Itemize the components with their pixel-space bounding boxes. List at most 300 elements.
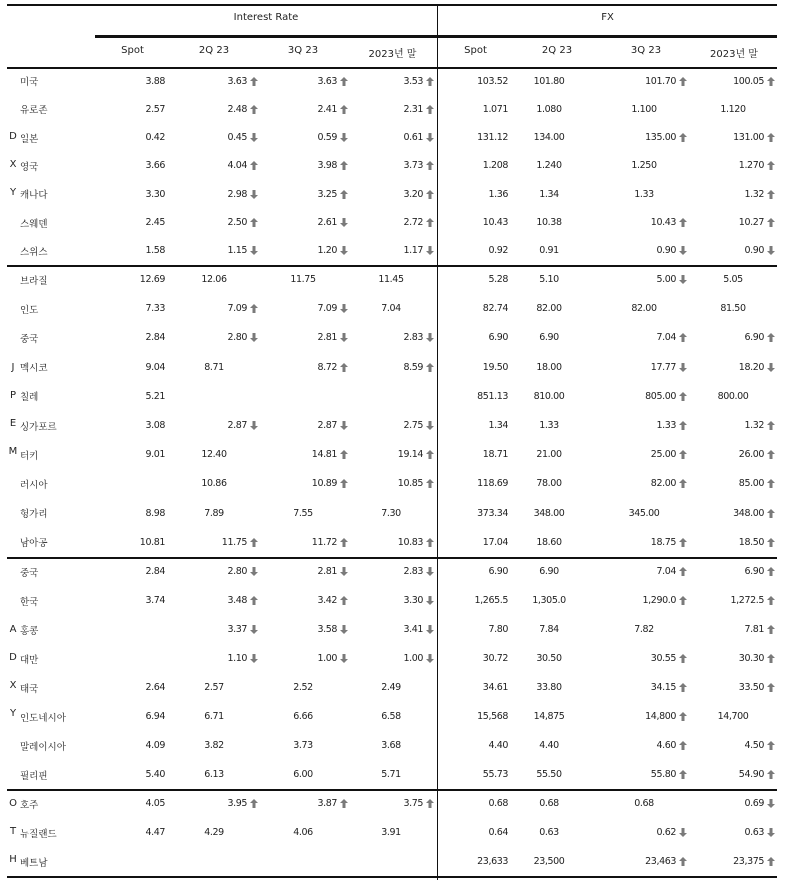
country-name: 한국 xyxy=(20,596,39,608)
ir-cell-0 xyxy=(95,644,165,673)
cell-value: 2.81 xyxy=(317,566,337,577)
cell-value: 7.82 xyxy=(634,624,654,635)
ir-cell-1 xyxy=(170,760,258,789)
arrow-down-icon xyxy=(340,218,348,227)
fx-cell-0 xyxy=(438,323,508,352)
cell-value: 1.15 xyxy=(227,245,247,257)
ir-cell-3 xyxy=(348,673,434,702)
arrow-down-icon xyxy=(250,421,258,430)
cell-value: 14.81 xyxy=(311,449,337,461)
fx-cell-2 xyxy=(601,440,687,469)
arrow-down-icon xyxy=(340,333,348,342)
fx-cell-1 xyxy=(513,760,585,789)
fx-cell-2 xyxy=(601,499,687,528)
fx-cell-3 xyxy=(691,644,775,673)
arrow-down-icon xyxy=(250,333,258,342)
cell-value: 4.60 xyxy=(656,740,676,751)
cell-value: 18.00 xyxy=(536,361,562,373)
arrow-up-icon xyxy=(250,105,258,114)
ir-cell-3 xyxy=(348,124,434,152)
cell-value: 23,633 xyxy=(477,856,508,867)
arrow-down-icon xyxy=(679,363,687,372)
ir-cell-1 xyxy=(170,265,258,294)
cell-value: 100.05 xyxy=(733,75,764,87)
cell-value: 34.61 xyxy=(482,682,508,693)
fx-cell-3 xyxy=(691,265,775,294)
country-name: 미국 xyxy=(20,77,39,89)
cell-value: 5.21 xyxy=(145,390,165,402)
fx-cell-0 xyxy=(438,237,508,265)
cell-value: 14,875 xyxy=(533,711,565,722)
cell-value: 7.89 xyxy=(204,507,224,519)
fx-cell-3 xyxy=(691,180,775,208)
ir-col-spot: Spot xyxy=(121,45,144,56)
cell-value: 0.68 xyxy=(488,798,508,809)
ir-cell-3 xyxy=(348,180,434,208)
cell-value: 5.10 xyxy=(539,274,559,286)
arrow-up-icon xyxy=(679,654,687,663)
fx-cell-3 xyxy=(691,789,775,818)
ir-cell-2 xyxy=(258,499,348,528)
arrow-up-icon xyxy=(679,77,687,86)
country-name: 일본 xyxy=(20,133,39,145)
fx-col-3q23: 3Q 23 xyxy=(630,45,662,56)
arrow-up-icon xyxy=(426,799,434,808)
cell-value: 348.00 xyxy=(733,507,764,519)
fx-cell-1 xyxy=(513,237,585,265)
arrow-up-icon xyxy=(679,218,687,227)
fx-cell-2 xyxy=(601,95,687,123)
country-name: 호주 xyxy=(20,799,39,811)
table-row xyxy=(7,323,777,352)
ir-cell-0 xyxy=(95,702,165,731)
cell-value: 0.61 xyxy=(403,132,423,144)
ir-cell-2 xyxy=(258,644,348,673)
ir-cell-3 xyxy=(348,237,434,265)
cell-value: 1.32 xyxy=(744,188,764,200)
ir-cell-3 xyxy=(348,847,434,876)
cell-value: 8.72 xyxy=(317,361,337,373)
cell-value: 101.70 xyxy=(645,75,676,87)
fx-cell-3 xyxy=(691,702,775,731)
table-row xyxy=(7,557,777,586)
arrow-down-icon xyxy=(250,190,258,199)
ir-cell-2 xyxy=(258,615,348,644)
fx-cell-2 xyxy=(601,469,687,498)
cell-value: 1.100 xyxy=(631,103,657,115)
fx-cell-3 xyxy=(691,294,775,323)
cell-value: 7.33 xyxy=(145,303,165,315)
group-label-letter: A xyxy=(9,624,17,635)
fx-cell-1 xyxy=(513,95,585,123)
ir-cell-0 xyxy=(95,469,165,498)
table-row xyxy=(7,818,777,847)
fx-cell-1 xyxy=(513,644,585,673)
country-name: 스웨덴 xyxy=(20,218,48,230)
ir-cell-2 xyxy=(258,557,348,586)
fx-cell-2 xyxy=(601,528,687,557)
cell-value: 1,272.5 xyxy=(730,595,764,606)
ir-cell-3 xyxy=(348,702,434,731)
cell-value: 54.90 xyxy=(738,769,764,780)
cell-value: 2.83 xyxy=(403,566,423,577)
cell-value: 8.71 xyxy=(204,361,224,373)
top-rule xyxy=(7,4,777,6)
arrow-up-icon xyxy=(340,161,348,170)
arrow-up-icon xyxy=(767,538,775,547)
cell-value: 11.75 xyxy=(290,274,316,286)
country-name: 인도네시아 xyxy=(20,712,66,724)
arrow-up-icon xyxy=(340,450,348,459)
fx-cell-0 xyxy=(438,760,508,789)
cell-value: 1,265.5 xyxy=(474,595,508,606)
country-name: 중국 xyxy=(20,333,39,345)
ir-cell-1 xyxy=(170,469,258,498)
cell-value: 6.13 xyxy=(204,769,224,780)
arrow-up-icon xyxy=(340,77,348,86)
ir-cell-0 xyxy=(95,323,165,352)
cell-value: 348.00 xyxy=(533,507,565,519)
fx-cell-2 xyxy=(601,760,687,789)
fx-cell-2 xyxy=(601,847,687,876)
country-name: 말레이시아 xyxy=(20,741,66,753)
group-label-letter: E xyxy=(9,418,17,429)
cell-value: 7.09 xyxy=(227,303,247,315)
ir-cell-3 xyxy=(348,499,434,528)
cell-value: 1.33 xyxy=(634,188,654,200)
cell-value: 103.52 xyxy=(477,75,508,87)
table-row xyxy=(7,294,777,323)
fx-cell-1 xyxy=(513,673,585,702)
arrow-up-icon xyxy=(767,625,775,634)
fx-cell-3 xyxy=(691,673,775,702)
cell-value: 2.57 xyxy=(204,682,224,693)
cell-value: 14,800 xyxy=(645,711,676,722)
arrow-down-icon xyxy=(340,421,348,430)
fx-cell-2 xyxy=(601,265,687,294)
arrow-up-icon xyxy=(340,190,348,199)
ir-cell-1 xyxy=(170,294,258,323)
cell-value: 2.31 xyxy=(403,103,423,115)
ir-cell-2 xyxy=(258,440,348,469)
fx-cell-2 xyxy=(601,789,687,818)
cell-value: 1.270 xyxy=(738,160,764,172)
fx-cell-2 xyxy=(601,673,687,702)
fx-cell-2 xyxy=(601,180,687,208)
cell-value: 12.40 xyxy=(201,449,227,461)
cell-value: 7.30 xyxy=(381,507,401,519)
country-name: 칠레 xyxy=(20,392,39,404)
cell-value: 2.75 xyxy=(403,420,423,432)
cell-value: 851.13 xyxy=(477,390,508,402)
arrow-down-icon xyxy=(679,246,687,255)
cell-value: 3.41 xyxy=(403,624,423,635)
ir-cell-0 xyxy=(95,847,165,876)
cell-value: 11.45 xyxy=(378,274,404,286)
interest-rate-header: Interest Rate xyxy=(233,12,299,23)
cell-value: 7.81 xyxy=(744,624,764,635)
cell-value: 6.90 xyxy=(744,332,764,344)
ir-cell-1 xyxy=(170,95,258,123)
cell-value: 19.14 xyxy=(397,449,423,461)
fx-cell-1 xyxy=(513,731,585,760)
fx-cell-0 xyxy=(438,673,508,702)
arrow-up-icon xyxy=(767,509,775,518)
fx-cell-0 xyxy=(438,818,508,847)
cell-value: 4.05 xyxy=(145,798,165,809)
cell-value: 0.45 xyxy=(227,132,247,144)
fx-cell-2 xyxy=(601,152,687,180)
cell-value: 30.30 xyxy=(738,653,764,664)
cell-value: 82.74 xyxy=(482,303,508,315)
cell-value: 805.00 xyxy=(645,390,676,402)
cell-value: 3.20 xyxy=(403,188,423,200)
arrow-up-icon xyxy=(250,304,258,313)
arrow-up-icon xyxy=(426,538,434,547)
table-row xyxy=(7,440,777,469)
arrow-down-icon xyxy=(426,133,434,142)
cell-value: 0.91 xyxy=(539,245,559,257)
arrow-up-icon xyxy=(767,190,775,199)
table-row xyxy=(7,124,777,152)
cell-value: 6.90 xyxy=(539,332,559,344)
fx-cell-0 xyxy=(438,95,508,123)
cell-value: 1,305.0 xyxy=(532,595,566,606)
cell-value: 10.27 xyxy=(738,217,764,229)
fx-cell-1 xyxy=(513,265,585,294)
table-row xyxy=(7,469,777,498)
arrow-up-icon xyxy=(679,450,687,459)
cell-value: 6.66 xyxy=(293,711,313,722)
arrow-down-icon xyxy=(679,275,687,284)
arrow-up-icon xyxy=(679,712,687,721)
group-label-letter: M xyxy=(8,446,18,457)
ir-cell-1 xyxy=(170,180,258,208)
country-name: 대만 xyxy=(20,654,39,666)
cell-value: 82.00 xyxy=(631,303,657,315)
table-row xyxy=(7,265,777,294)
ir-cell-1 xyxy=(170,440,258,469)
country-name: 헝가리 xyxy=(20,509,48,521)
cell-value: 3.91 xyxy=(381,827,401,838)
table-row xyxy=(7,760,777,789)
group-label-letter: X xyxy=(9,159,17,170)
fx-cell-1 xyxy=(513,847,585,876)
cell-value: 2.57 xyxy=(145,103,165,115)
cell-value: 345.00 xyxy=(628,507,660,519)
cell-value: 0.64 xyxy=(488,827,508,838)
fx-cell-2 xyxy=(601,731,687,760)
cell-value: 81.50 xyxy=(720,303,746,315)
arrow-up-icon xyxy=(767,421,775,430)
fx-cell-1 xyxy=(513,586,585,615)
cell-value: 0.90 xyxy=(656,245,676,257)
cell-value: 2.61 xyxy=(317,217,337,229)
cell-value: 810.00 xyxy=(533,390,565,402)
cell-value: 1.58 xyxy=(145,245,165,257)
group-label-letter: X xyxy=(9,680,17,691)
arrow-down-icon xyxy=(250,654,258,663)
fx-cell-1 xyxy=(513,382,585,411)
cell-value: 26.00 xyxy=(738,449,764,461)
table-row xyxy=(7,411,777,440)
ir-cell-1 xyxy=(170,557,258,586)
arrow-down-icon xyxy=(426,654,434,663)
cell-value: 3.63 xyxy=(227,75,247,87)
arrow-down-icon xyxy=(340,304,348,313)
cell-value: 1,290.0 xyxy=(642,595,676,606)
country-name: 인도 xyxy=(20,304,39,316)
fx-cell-0 xyxy=(438,528,508,557)
cell-value: 18.20 xyxy=(738,361,764,373)
table-row xyxy=(7,67,777,95)
fx-cell-1 xyxy=(513,528,585,557)
cell-value: 6.90 xyxy=(539,566,559,577)
cell-value: 3.82 xyxy=(204,740,224,751)
ir-cell-2 xyxy=(258,760,348,789)
cell-value: 6.90 xyxy=(488,332,508,344)
cell-value: 3.66 xyxy=(145,160,165,172)
ir-cell-1 xyxy=(170,615,258,644)
arrow-down-icon xyxy=(679,828,687,837)
ir-cell-2 xyxy=(258,673,348,702)
ir-cell-0 xyxy=(95,818,165,847)
ir-cell-2 xyxy=(258,789,348,818)
cell-value: 17.04 xyxy=(482,536,508,548)
fx-cell-2 xyxy=(601,702,687,731)
group-label-letter: O xyxy=(9,797,17,809)
arrow-up-icon xyxy=(679,770,687,779)
cell-value: 10.43 xyxy=(482,217,508,229)
cell-value: 23,375 xyxy=(733,856,764,867)
country-name: 스위스 xyxy=(20,246,48,258)
fx-col-2q23: 2Q 23 xyxy=(541,45,573,56)
ir-cell-0 xyxy=(95,615,165,644)
cell-value: 15,568 xyxy=(477,711,508,722)
group-label-letter: J xyxy=(11,362,15,373)
cell-value: 9.01 xyxy=(145,449,165,461)
cell-value: 30.50 xyxy=(536,653,562,664)
fx-header: FX xyxy=(601,12,614,23)
cell-value: 2.87 xyxy=(317,420,337,432)
fx-cell-3 xyxy=(691,124,775,152)
ir-cell-1 xyxy=(170,67,258,95)
fx-col-spot: Spot xyxy=(464,45,487,56)
ir-cell-0 xyxy=(95,208,165,236)
ir-cell-1 xyxy=(170,673,258,702)
cell-value: 3.58 xyxy=(317,624,337,635)
arrow-down-icon xyxy=(767,246,775,255)
ir-cell-2 xyxy=(258,847,348,876)
cell-value: 2.48 xyxy=(227,103,247,115)
ir-col-3q23: 3Q 23 xyxy=(287,45,319,56)
ir-cell-0 xyxy=(95,411,165,440)
ir-cell-0 xyxy=(95,528,165,557)
cell-value: 1.250 xyxy=(631,160,657,172)
ir-cell-2 xyxy=(258,208,348,236)
arrow-down-icon xyxy=(250,625,258,634)
fx-cell-3 xyxy=(691,237,775,265)
cell-value: 1.17 xyxy=(403,245,423,257)
cell-value: 1.240 xyxy=(536,160,562,172)
ir-cell-2 xyxy=(258,265,348,294)
cell-value: 55.73 xyxy=(482,769,508,780)
fx-cell-2 xyxy=(601,382,687,411)
fx-cell-1 xyxy=(513,789,585,818)
fx-cell-1 xyxy=(513,124,585,152)
cell-value: 0.62 xyxy=(656,827,676,838)
fx-cell-3 xyxy=(691,67,775,95)
fx-cell-1 xyxy=(513,353,585,382)
cell-value: 82.00 xyxy=(536,303,562,315)
fx-cell-2 xyxy=(601,237,687,265)
cell-value: 3.73 xyxy=(293,740,313,751)
cell-value: 85.00 xyxy=(738,478,764,490)
cell-value: 2.80 xyxy=(227,566,247,577)
cell-value: 6.71 xyxy=(204,711,224,722)
fx-cell-0 xyxy=(438,702,508,731)
fx-cell-2 xyxy=(601,294,687,323)
ir-cell-1 xyxy=(170,586,258,615)
ir-cell-3 xyxy=(348,615,434,644)
ir-cell-2 xyxy=(258,702,348,731)
arrow-up-icon xyxy=(426,218,434,227)
ir-cell-1 xyxy=(170,124,258,152)
cell-value: 8.98 xyxy=(145,507,165,519)
cell-value: 1.00 xyxy=(403,653,423,664)
cell-value: 4.40 xyxy=(539,740,559,751)
ir-cell-2 xyxy=(258,180,348,208)
table-row xyxy=(7,499,777,528)
cell-value: 2.45 xyxy=(145,217,165,229)
ir-cell-1 xyxy=(170,789,258,818)
cell-value: 18.71 xyxy=(482,449,508,461)
arrow-up-icon xyxy=(767,218,775,227)
ir-col-2q23: 2Q 23 xyxy=(198,45,230,56)
cell-value: 373.34 xyxy=(477,507,508,519)
ir-cell-3 xyxy=(348,644,434,673)
ir-cell-3 xyxy=(348,818,434,847)
ir-cell-3 xyxy=(348,440,434,469)
cell-value: 5.00 xyxy=(656,274,676,286)
cell-value: 30.55 xyxy=(650,653,676,664)
arrow-up-icon xyxy=(426,161,434,170)
arrow-up-icon xyxy=(250,77,258,86)
arrow-down-icon xyxy=(340,625,348,634)
country-name: 멕시코 xyxy=(20,363,48,375)
cell-value: 101.80 xyxy=(533,75,565,87)
fx-cell-2 xyxy=(601,586,687,615)
cell-value: 6.90 xyxy=(744,566,764,577)
cell-value: 7.09 xyxy=(317,303,337,315)
cell-value: 1.33 xyxy=(656,420,676,432)
cell-value: 25.00 xyxy=(650,449,676,461)
cell-value: 135.00 xyxy=(645,132,676,144)
cell-value: 6.58 xyxy=(381,711,401,722)
cell-value: 0.59 xyxy=(317,132,337,144)
arrow-up-icon xyxy=(426,479,434,488)
arrow-down-icon xyxy=(426,596,434,605)
cell-value: 4.04 xyxy=(227,160,247,172)
ir-cell-0 xyxy=(95,586,165,615)
cell-value: 4.09 xyxy=(145,740,165,751)
table-row xyxy=(7,152,777,180)
ir-cell-3 xyxy=(348,208,434,236)
group-label-letter: P xyxy=(9,390,17,401)
ir-cell-3 xyxy=(348,469,434,498)
ir-cell-2 xyxy=(258,586,348,615)
fx-cell-3 xyxy=(691,440,775,469)
